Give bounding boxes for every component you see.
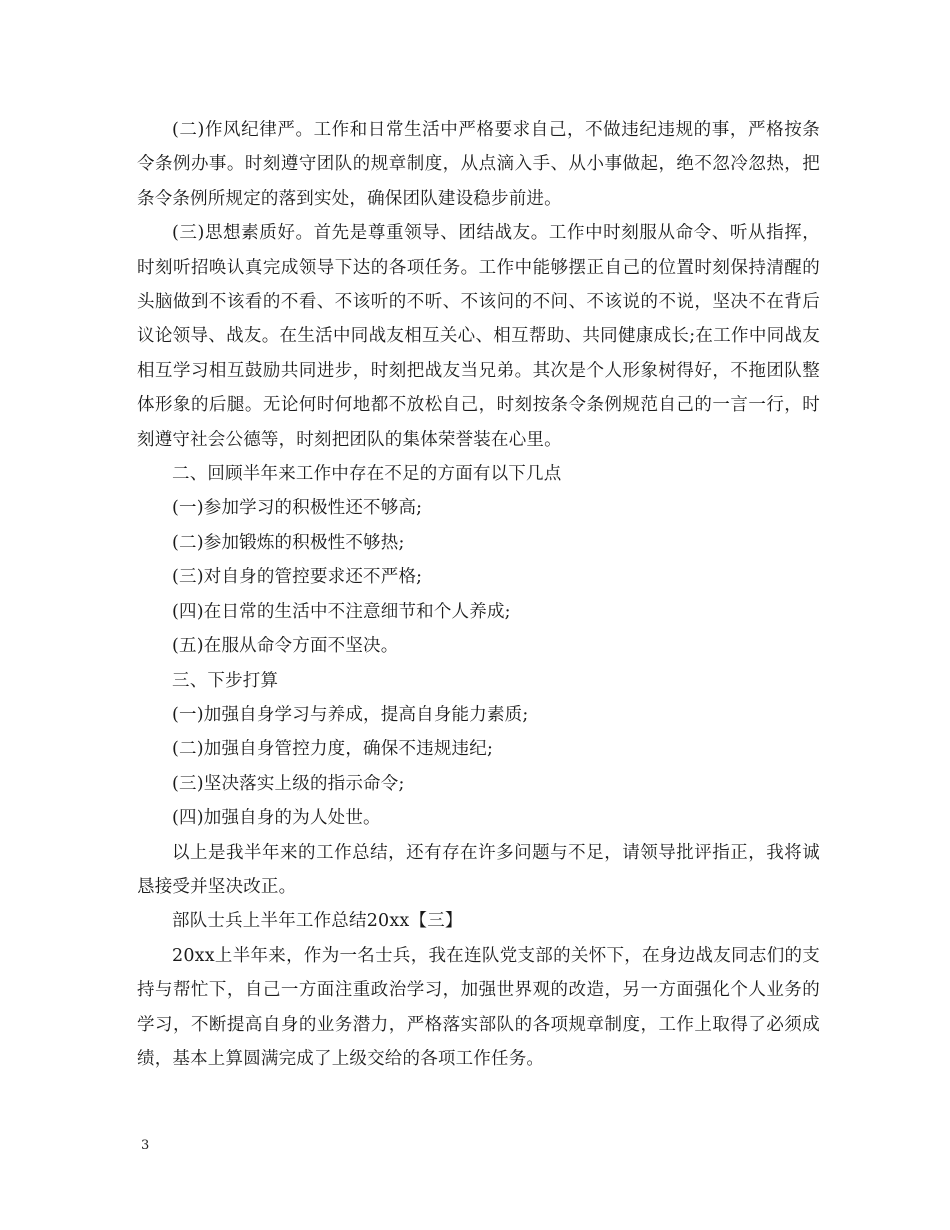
page-number: 3 xyxy=(141,1138,150,1153)
paragraph-ideology: (三)思想素质好。首先是尊重领导、团结战友。工作中时刻服从命令、听从指挥，时刻听招唤认真完成领导下达的各项任务。工作中能够摆正自己的位置时刻保持清醒的头脑做到不该看的不看、不该听的不听、不该问的不问、不该说的不说，坚决不在背后议论领导、战友。在生活中同战友相互关心、相互帮助、共同健康成长;在工作中同战友相互学习相互鼓励共同进步，时刻把战友当兄弟。其次是个人形象树得好，不拖团队整体形象的后腿。无论何时何地都不放松自己，时刻按条令条例规范自己的一言一行，时刻遵守社会公德等，时刻把团队的集体荣誉装在心里。 xyxy=(137,223,820,450)
list-item-shortcoming-5: (五)在服从命令方面不坚决。 xyxy=(172,636,399,657)
document-body xyxy=(137,113,820,1076)
paragraph-closing: 以上是我半年来的工作总结，还有存在许多问题与不足，请领导批评指正，我将诚恳接受并坚决改正。 xyxy=(137,842,820,897)
paragraph-summary-intro: 20xx上半年来，作为一名士兵，我在连队党支部的关怀下，在身边战友同志们的支持与帮忙下，自己一方面注重政治学习，加强世界观的改造，另一方面强化个人业务的学习，不断提高自身的业务潜力，严格落实部队的各项规章制度，工作上取得了必须成绩，基本上算圆满完成了上级交给的各项工作任务。 xyxy=(137,945,820,1069)
list-item-plan-4: (四)加强自身的为人处世。 xyxy=(172,808,381,829)
list-item-shortcoming-1: (一)参加学习的积极性还不够高; xyxy=(172,498,423,519)
list-item-plan-1: (一)加强自身学习与养成，提高自身能力素质; xyxy=(172,704,529,725)
list-item-shortcoming-2: (二)参加锻炼的积极性不够热; xyxy=(172,532,405,553)
section-title-summary-three: 部队士兵上半年工作总结20xx【三】 xyxy=(172,911,463,932)
list-item-shortcoming-3: (三)对自身的管控要求还不严格; xyxy=(172,567,423,588)
list-item-shortcoming-4: (四)在日常的生活中不注意细节和个人养成; xyxy=(172,601,511,622)
paragraph-discipline: (二)作风纪律严。工作和日常生活中严格要求自己，不做违纪违规的事，严格按条令条例办事。时刻遵守团队的规章制度，从点滴入手、从小事做起，绝不忽冷忽热，把条令条例所规定的落到实处，确保团队建设稳步前进。 xyxy=(137,120,820,209)
section-heading-shortcomings: 二、回顾半年来工作中存在不足的方面有以下几点 xyxy=(172,464,562,485)
list-item-plan-3: (三)坚决落实上级的指示命令; xyxy=(172,773,405,794)
section-heading-next-steps: 三、下步打算 xyxy=(172,670,279,691)
list-item-plan-2: (二)加强自身管控力度，确保不违规违纪; xyxy=(172,739,494,760)
